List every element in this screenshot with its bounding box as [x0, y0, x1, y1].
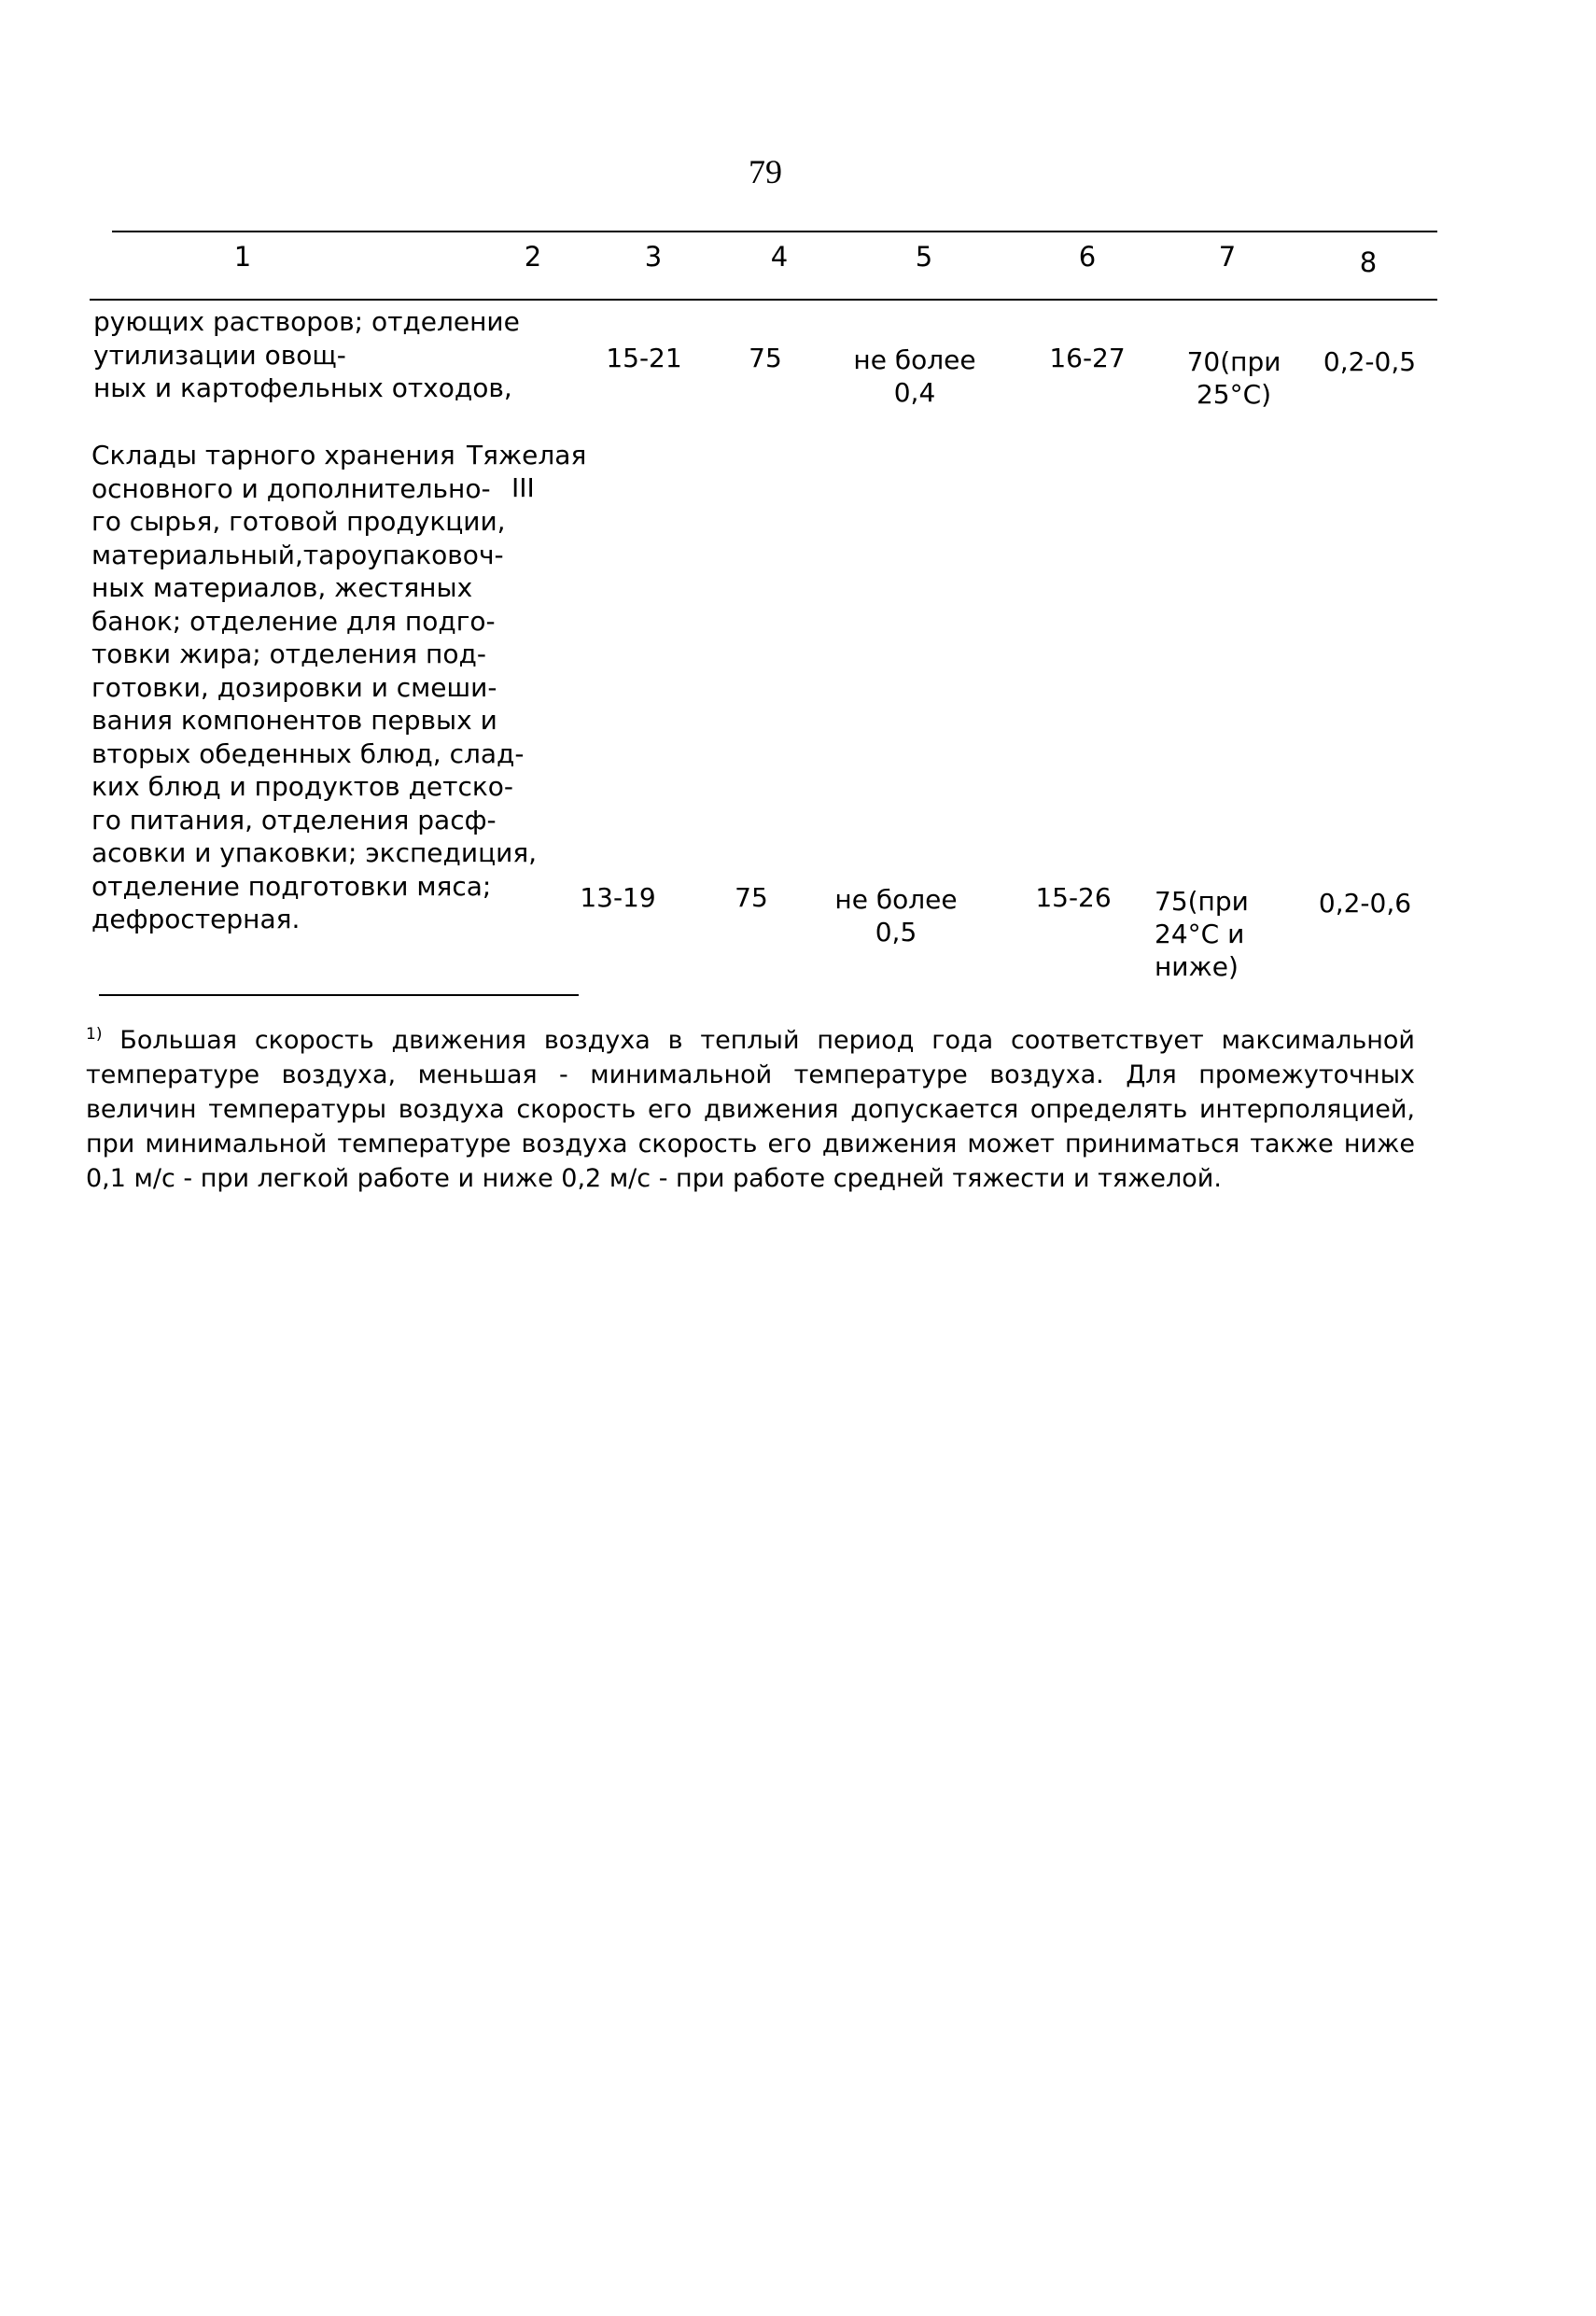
- row2-col6: 15-26: [1035, 882, 1112, 913]
- row2-col4: 75: [735, 882, 768, 913]
- row1-description: рующих растворов; отделение утилизации овощ- ных и картофельных отходов,: [93, 306, 520, 403]
- column-header-6: 6: [1078, 241, 1097, 273]
- row2-col3: 13-19: [580, 882, 656, 913]
- row2-col7: 75(при 24°С и ниже): [1155, 886, 1249, 982]
- row2-col5: не более 0,5: [834, 884, 958, 947]
- row2-description: Склады тарного хранения основного и дополнительно- го сырья, готовой продукции, материальный,тароупаковоч- ных материалов, жестяных банок; отделение для подго- товки жира; отделения под- готовки, дозировки и смеши- вания компонентов первых и вторых обеденных блюд, слад- ких блюд и продуктов детско- го питания, отделения расф- асовки и упаковки; экспедиция, отделение подготовки мяса; дефростерная.: [91, 440, 538, 934]
- row1-col4: 75: [749, 343, 782, 373]
- column-header-2: 2: [524, 241, 542, 273]
- row1-col5: не более 0,4: [853, 344, 976, 408]
- row2-category-label: Тяжелая: [467, 440, 587, 470]
- table-top-rule: [112, 231, 1437, 232]
- footnote-text: Большая скорость движения воздуха в теплый период года соответствует максимальной температуре воздуха, меньшая - минимальной температуре воздуха. Для промежуточных величин температуры воздуха скорость его движения допускается определять интерполяцией, при минимальной температуре воздуха скорость его движения может приниматься также ниже 0,1 м/с - при легкой работе и ниже 0,2 м/с - при работе средней тяжести и тяжелой.: [86, 1026, 1415, 1193]
- row1-col8: 0,2-0,5: [1323, 346, 1417, 377]
- page-number: 79: [749, 153, 782, 190]
- row2-category-class: III: [511, 472, 535, 503]
- row1-col3: 15-21: [606, 343, 682, 373]
- column-header-8: 8: [1359, 246, 1378, 278]
- row1-col6: 16-27: [1049, 343, 1126, 373]
- column-header-5: 5: [915, 241, 933, 273]
- footnote-marker: 1): [86, 1025, 103, 1044]
- table-header-rule: [90, 299, 1437, 301]
- row2-col8: 0,2-0,6: [1318, 888, 1412, 919]
- footnote: [86, 1018, 1415, 1196]
- column-header-4: 4: [770, 241, 789, 273]
- column-header-7: 7: [1218, 241, 1237, 273]
- column-header-3: 3: [644, 241, 663, 273]
- footnote-separator: [99, 994, 579, 996]
- row1-col7: 70(при 25°С): [1186, 346, 1281, 410]
- column-header-1: 1: [233, 241, 252, 273]
